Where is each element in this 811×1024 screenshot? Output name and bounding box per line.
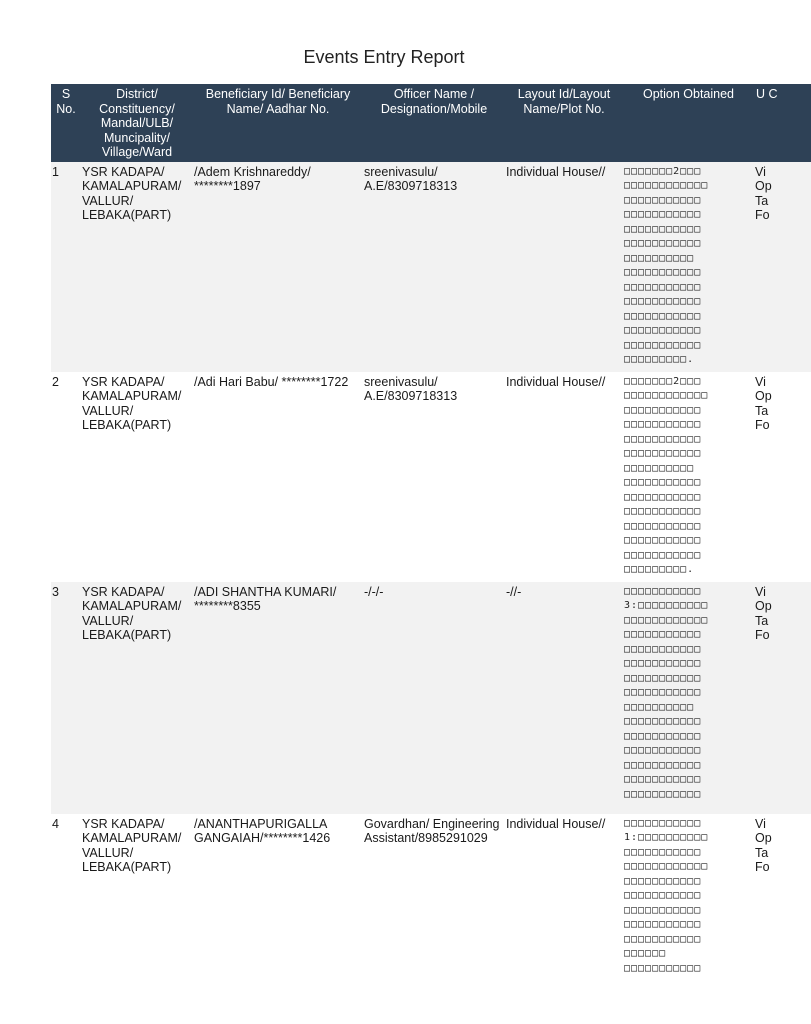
cell-truncated [754, 372, 811, 582]
table-row [51, 162, 811, 372]
truncated-text-line: Ta [755, 845, 769, 860]
option-text-line: □□□□□□□□□□□ [624, 585, 702, 597]
option-text-line: □□□□□□□2□□□ [624, 165, 702, 177]
option-text-line: □□□□□□□□□□ [624, 252, 695, 264]
option-text-line: □□□□□□□□□□□ [624, 209, 702, 220]
truncated-text-line: Vi [755, 164, 766, 179]
truncated-text-line: Vi [755, 374, 766, 389]
option-text-line: □□□□□□□□□□□ [624, 643, 702, 655]
cell-officer: sreenivasulu/ A.E/8309718313 [363, 162, 505, 372]
table-header-row [51, 84, 811, 162]
option-text-line: □□□□□□□□□□□ [624, 296, 702, 307]
option-text-line: □□□□□□□□□□□ [624, 223, 702, 235]
header-beneficiary: Beneficiary Id/ Beneficiary Name/ Aadhar No. [193, 84, 363, 162]
cell-option-obtained [623, 582, 754, 814]
events-table-container [51, 84, 778, 980]
header-truncated: U C [754, 84, 811, 162]
cell-officer: Govardhan/ Engineering Assistant/8985291029 [363, 814, 505, 981]
truncated-text-line: Ta [755, 613, 769, 628]
option-text-line: □□□□□□□□□□□ [624, 716, 702, 727]
truncated-text-line: Op [755, 831, 772, 845]
option-text-line: □□□□□□□□□□□ [624, 687, 702, 698]
option-text-line: □□□□□□□□□□□□ [624, 614, 709, 626]
option-text-line: □□□□□□□□□□ [624, 701, 695, 713]
option-text-line: □□□□□□□□□□□ [624, 339, 702, 351]
cell-officer: -/-/- [363, 582, 505, 814]
cell-layout: Individual House// [505, 372, 623, 582]
cell-sno: 1 [51, 162, 81, 372]
option-text-line: □□□□□□□□□□□ [624, 788, 702, 800]
cell-beneficiary: /Adi Hari Babu/ ********1722 [193, 372, 363, 582]
cell-sno: 3 [51, 582, 81, 814]
header-sno: S No. [51, 84, 81, 162]
option-text-line: □□□□□□□□□□□ [624, 520, 702, 532]
option-text-line: □□□□□□□□□□□ [624, 817, 702, 829]
option-text-line: □□□□□□□□□□□ [624, 419, 702, 430]
cell-district: YSR KADAPA/ KAMALAPURAM/ VALLUR/ LEBAKA(PART) [81, 372, 193, 582]
option-text-line: □□□□□□□□□□□ [624, 448, 702, 459]
truncated-text-line: Fo [755, 860, 770, 874]
option-text-line: □□□□□□□□□□□ [624, 281, 702, 293]
header-officer: Officer Name / Designation/Mobile [363, 84, 505, 162]
option-text-line: □□□□□□□□□□ [624, 462, 695, 474]
events-table [51, 84, 811, 980]
option-text-line: □□□□□□□□□□□ [624, 491, 702, 503]
truncated-text-line: Fo [755, 628, 770, 642]
table-row [51, 372, 811, 582]
option-text-line: □□□□□□□□□□□ [624, 846, 702, 858]
table-row [51, 814, 811, 981]
cell-beneficiary: /Adem Krishnareddy/ ********1897 [193, 162, 363, 372]
option-text-line: □□□□□□□□□□□ [624, 404, 702, 416]
option-text-line: □□□□□□□□□□□ [624, 477, 702, 488]
page-title: Events Entry Report [303, 47, 465, 67]
option-text-line: □□□□□□□□□□□ [624, 730, 702, 742]
option-text-line: □□□□□□□□□. [624, 564, 695, 575]
option-text-line: □□□□□□□□□□□ [624, 238, 702, 249]
truncated-text-line: Ta [755, 193, 769, 208]
option-text-line: □□□□□□□□□□□ [624, 672, 702, 684]
option-text-line: 3:□□□□□□□□□□ [624, 600, 709, 611]
option-text-line: □□□□□□□□□□□ [624, 890, 702, 901]
header-district: District/ Constituency/ Mandal/ULB/ Muncipality/ Village/Ward [81, 84, 193, 162]
cell-district: YSR KADAPA/ KAMALAPURAM/ VALLUR/ LEBAKA(PART) [81, 814, 193, 981]
cell-beneficiary: /ANANTHAPURIGALLA GANGAIAH/********1426 [193, 814, 363, 981]
cell-beneficiary: /ADI SHANTHA KUMARI/ ********8355 [193, 582, 363, 814]
table-row [51, 582, 811, 814]
truncated-text-line: Fo [755, 208, 770, 222]
cell-sno: 4 [51, 814, 81, 981]
cell-option-obtained [623, 814, 754, 981]
option-text-line: □□□□□□□□□□□ [624, 267, 702, 278]
cell-officer: sreenivasulu/ A.E/8309718313 [363, 372, 505, 582]
header-option-obtained: Option Obtained [623, 84, 754, 162]
option-text-line: □□□□□□□□□□□ [624, 549, 702, 561]
table-body [51, 162, 811, 981]
option-text-line: □□□□□□□□□□□ [624, 759, 702, 771]
truncated-text-line: Op [755, 599, 772, 613]
cell-layout: -//- [505, 582, 623, 814]
option-text-line: □□□□□□□□□□□ [624, 506, 702, 517]
truncated-text-line: Vi [755, 816, 766, 831]
option-text-line: □□□□□□□□□□□ [624, 325, 702, 336]
header-layout: Layout Id/Layout Name/Plot No. [505, 84, 623, 162]
option-text-line: □□□□□□□□□□□ [624, 875, 702, 887]
cell-truncated [754, 162, 811, 372]
cell-option-obtained [623, 372, 754, 582]
option-text-line: □□□□□□□□□□□ [624, 774, 702, 785]
option-text-line: □□□□□□□□□. [624, 354, 695, 365]
option-text-line: □□□□□□□□□□□ [624, 310, 702, 322]
cell-option-obtained [623, 162, 754, 372]
option-text-line: □□□□□□□□□□□□ [624, 390, 709, 401]
option-text-line: □□□□□□□□□□□□ [624, 861, 709, 872]
option-text-line: □□□□□□□□□□□ [624, 919, 702, 930]
option-text-line: □□□□□□□□□□□ [624, 629, 702, 640]
option-text-line: □□□□□□ [624, 948, 667, 959]
truncated-text-line: Op [755, 389, 772, 403]
cell-district: YSR KADAPA/ KAMALAPURAM/ VALLUR/ LEBAKA(PART) [81, 162, 193, 372]
option-text-line: □□□□□□□□□□□ [624, 194, 702, 206]
option-text-line: □□□□□□□□□□□ [624, 433, 702, 445]
option-text-line: □□□□□□□□□□□ [624, 904, 702, 916]
truncated-text-line: Ta [755, 403, 769, 418]
cell-layout: Individual House// [505, 162, 623, 372]
cell-truncated [754, 582, 811, 814]
truncated-text-line: Op [755, 179, 772, 193]
option-text-line: □□□□□□□□□□□ [624, 658, 702, 669]
option-text-line: □□□□□□□□□□□ [624, 745, 702, 756]
option-text-line: □□□□□□□□□□□ [624, 962, 702, 974]
cell-district: YSR KADAPA/ KAMALAPURAM/ VALLUR/ LEBAKA(PART) [81, 582, 193, 814]
cell-layout: Individual House// [505, 814, 623, 981]
option-text-line: □□□□□□□2□□□ [624, 375, 702, 387]
option-text-line: 1:□□□□□□□□□□ [624, 832, 709, 843]
truncated-text-line: Vi [755, 584, 766, 599]
cell-truncated [754, 814, 811, 981]
truncated-text-line: Fo [755, 418, 770, 432]
option-text-line: □□□□□□□□□□□ [624, 933, 702, 945]
option-text-line: □□□□□□□□□□□□ [624, 180, 709, 191]
option-text-line: □□□□□□□□□□□ [624, 535, 702, 546]
cell-sno: 2 [51, 372, 81, 582]
